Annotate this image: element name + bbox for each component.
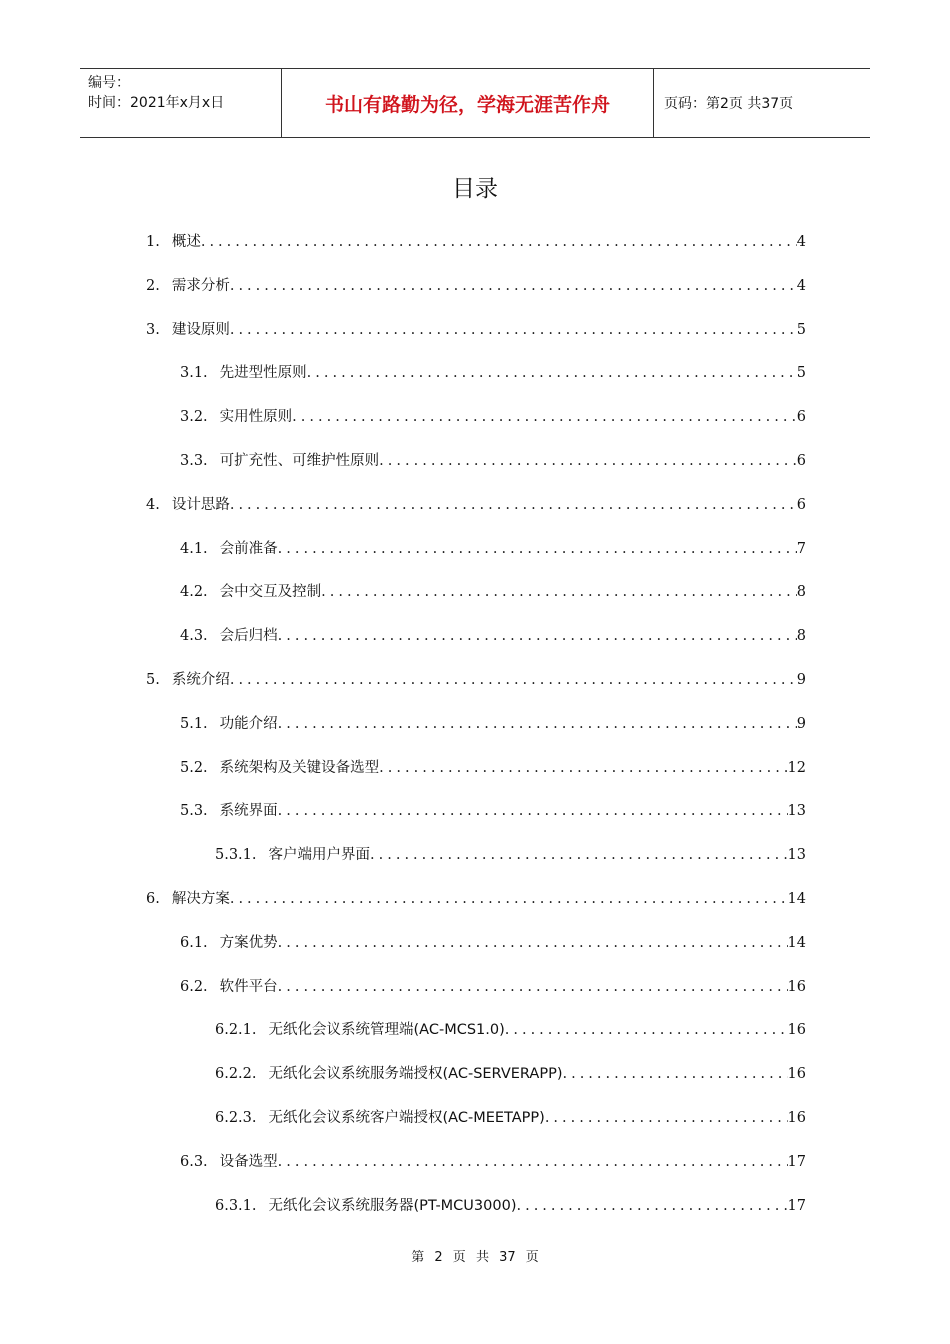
toc-entry-number: 3.2. <box>180 409 208 425</box>
toc-leader-dots <box>278 713 797 735</box>
toc-entry-title: 建设原则 <box>171 322 230 338</box>
toc-leader-dots <box>379 450 797 472</box>
toc-entry-title: 实用性原则 <box>219 409 293 425</box>
toc-entry-page: 8 <box>796 584 806 600</box>
toc-entry-page: 13 <box>787 847 806 863</box>
toc-entry-number: 6.2.1. <box>215 1022 257 1038</box>
toc-leader-dots <box>292 406 797 428</box>
toc-entry-number: 4.1. <box>180 541 208 557</box>
toc-entry-page: 17 <box>787 1154 806 1170</box>
toc-entry-title: 先进型性原则 <box>219 365 307 381</box>
toc-leader-dots <box>230 319 797 341</box>
footer-di: 第 <box>411 1250 425 1265</box>
toc-entry[interactable] <box>215 844 806 866</box>
toc-leader-dots <box>230 494 797 516</box>
toc-entry-title: 系统架构及关键设备选型 <box>219 760 380 776</box>
toc-entry-title: 需求分析 <box>171 278 230 294</box>
toc-leader-dots <box>278 932 788 954</box>
toc-entry-number: 5. <box>146 672 160 688</box>
toc-entry[interactable] <box>215 1107 806 1129</box>
toc-leader-dots <box>545 1107 788 1129</box>
toc-entry[interactable] <box>146 231 806 253</box>
toc-leader-dots <box>307 362 797 384</box>
header-page-cell <box>654 69 870 137</box>
toc-entry-title: 软件平台 <box>219 979 278 995</box>
toc-entry[interactable] <box>180 625 806 647</box>
toc-entry[interactable] <box>180 406 806 428</box>
footer-page-number: 2 <box>434 1250 443 1265</box>
footer-gong: 共 <box>475 1250 489 1265</box>
toc-entry[interactable] <box>146 669 806 691</box>
toc-entry-page: 5 <box>796 365 806 381</box>
page-footer <box>0 1246 950 1265</box>
toc-entry-page: 7 <box>796 541 806 557</box>
toc-entry-number: 6.2.2. <box>215 1066 257 1082</box>
toc-entry-number: 1. <box>146 234 160 250</box>
toc-entry[interactable] <box>215 1019 806 1041</box>
toc-entry-number: 3.3. <box>180 453 208 469</box>
toc-leader-dots <box>278 625 797 647</box>
toc-entry[interactable] <box>180 581 806 603</box>
toc-entry-page: 6 <box>796 497 806 513</box>
toc-leader-dots <box>278 800 788 822</box>
toc-entry-page: 13 <box>787 803 806 819</box>
toc-entry-number: 6.3. <box>180 1154 208 1170</box>
toc-entry[interactable] <box>180 976 806 998</box>
toc-entry[interactable] <box>180 932 806 954</box>
toc-entry-title: 无纸化会议系统管理端(AC-MCS1.0) <box>268 1022 505 1038</box>
toc-entry-page: 17 <box>787 1198 806 1214</box>
toc-entry-page: 12 <box>787 760 806 776</box>
header-page-info: 页码：第2页 共37页 <box>664 96 794 112</box>
toc-entry[interactable] <box>146 275 806 297</box>
toc-entry-title: 无纸化会议系统服务器(PT-MCU3000) <box>268 1198 517 1214</box>
toc-entry[interactable] <box>180 800 806 822</box>
toc-entry-title: 无纸化会议系统客户端授权(AC-MEETAPP) <box>268 1110 545 1126</box>
footer-total-pages: 37 <box>499 1250 516 1265</box>
document-time-label: 时间：2021年x月x日 <box>88 95 225 111</box>
toc-entry-title: 设计思路 <box>171 497 230 513</box>
toc-entry-number: 5.2. <box>180 760 208 776</box>
toc-leader-dots <box>370 844 788 866</box>
toc-entry[interactable] <box>180 1151 806 1173</box>
toc-entry[interactable] <box>215 1063 806 1085</box>
toc-entry[interactable] <box>180 362 806 384</box>
toc-leader-dots <box>379 757 787 779</box>
toc-leader-dots <box>230 669 797 691</box>
toc-entry[interactable] <box>146 494 806 516</box>
footer-ye: 页 <box>452 1250 466 1265</box>
toc-leader-dots <box>516 1195 787 1217</box>
toc-entry[interactable] <box>180 757 806 779</box>
toc-entry-page: 6 <box>796 453 806 469</box>
toc-entry[interactable] <box>215 1195 806 1217</box>
header-motto-cell <box>282 69 654 137</box>
toc-entry-title: 会后归档 <box>219 628 278 644</box>
toc-entry-page: 5 <box>796 322 806 338</box>
toc-entry-page: 9 <box>796 716 806 732</box>
toc-entry[interactable] <box>180 713 806 735</box>
toc-entry-page: 4 <box>796 234 806 250</box>
toc-entry-title: 客户端用户界面 <box>268 847 371 863</box>
toc-entry-number: 6.1. <box>180 935 208 951</box>
toc-leader-dots <box>321 581 797 603</box>
toc-entry-number: 4. <box>146 497 160 513</box>
toc-entry-number: 6. <box>146 891 160 907</box>
toc-leader-dots <box>278 538 797 560</box>
toc-entry-page: 16 <box>787 1022 806 1038</box>
toc-entry-title: 无纸化会议系统服务端授权(AC-SERVERAPP) <box>268 1066 563 1082</box>
toc-leader-dots <box>278 976 788 998</box>
page-title: 目录 <box>452 176 498 202</box>
toc-entry-number: 6.2.3. <box>215 1110 257 1126</box>
toc-entry-title: 可扩充性、可维护性原则 <box>219 453 380 469</box>
toc-leader-dots <box>562 1063 787 1085</box>
toc-entry-page: 16 <box>787 1066 806 1082</box>
toc-entry-number: 5.3. <box>180 803 208 819</box>
toc-entry-number: 4.2. <box>180 584 208 600</box>
toc-entry-number: 2. <box>146 278 160 294</box>
toc-entry-number: 5.3.1. <box>215 847 257 863</box>
toc-entry-page: 8 <box>796 628 806 644</box>
toc-entry[interactable] <box>180 538 806 560</box>
toc-entry-number: 3.1. <box>180 365 208 381</box>
toc-entry-title: 方案优势 <box>219 935 278 951</box>
toc-entry-number: 6.3.1. <box>215 1198 257 1214</box>
toc-leader-dots <box>230 275 797 297</box>
toc-entry-title: 系统介绍 <box>171 672 230 688</box>
toc-entry-title: 设备选型 <box>219 1154 278 1170</box>
toc-entry[interactable] <box>180 450 806 472</box>
toc-entry-page: 14 <box>787 935 806 951</box>
toc-entry-title: 解决方案 <box>171 891 230 907</box>
toc-entry-number: 3. <box>146 322 160 338</box>
header-motto: 书山有路勤为径，学海无涯苦作舟 <box>324 93 610 116</box>
toc-entry-title: 概述 <box>171 234 201 250</box>
toc-entry-title: 系统界面 <box>219 803 278 819</box>
toc-entry-page: 14 <box>787 891 806 907</box>
toc-entry-number: 5.1. <box>180 716 208 732</box>
toc-entry[interactable] <box>146 888 806 910</box>
toc-leader-dots <box>230 888 788 910</box>
toc-entry-title: 功能介绍 <box>219 716 278 732</box>
toc-leader-dots <box>505 1019 788 1041</box>
toc-entry-title: 会中交互及控制 <box>219 584 322 600</box>
header-meta-cell <box>80 69 282 137</box>
toc-entry-page: 16 <box>787 979 806 995</box>
document-header <box>80 68 870 138</box>
toc-entry-title: 会前准备 <box>219 541 278 557</box>
toc-entry-page: 6 <box>796 409 806 425</box>
toc-entry-number: 6.2. <box>180 979 208 995</box>
footer-ye-2: 页 <box>525 1250 539 1265</box>
toc-leader-dots <box>201 231 797 253</box>
toc-entry-page: 4 <box>796 278 806 294</box>
toc-entry-number: 4.3. <box>180 628 208 644</box>
toc-entry-page: 16 <box>787 1110 806 1126</box>
toc-entry-page: 9 <box>796 672 806 688</box>
toc-leader-dots <box>278 1151 788 1173</box>
toc-entry[interactable] <box>146 319 806 341</box>
document-number-label: 编号： <box>88 75 130 91</box>
